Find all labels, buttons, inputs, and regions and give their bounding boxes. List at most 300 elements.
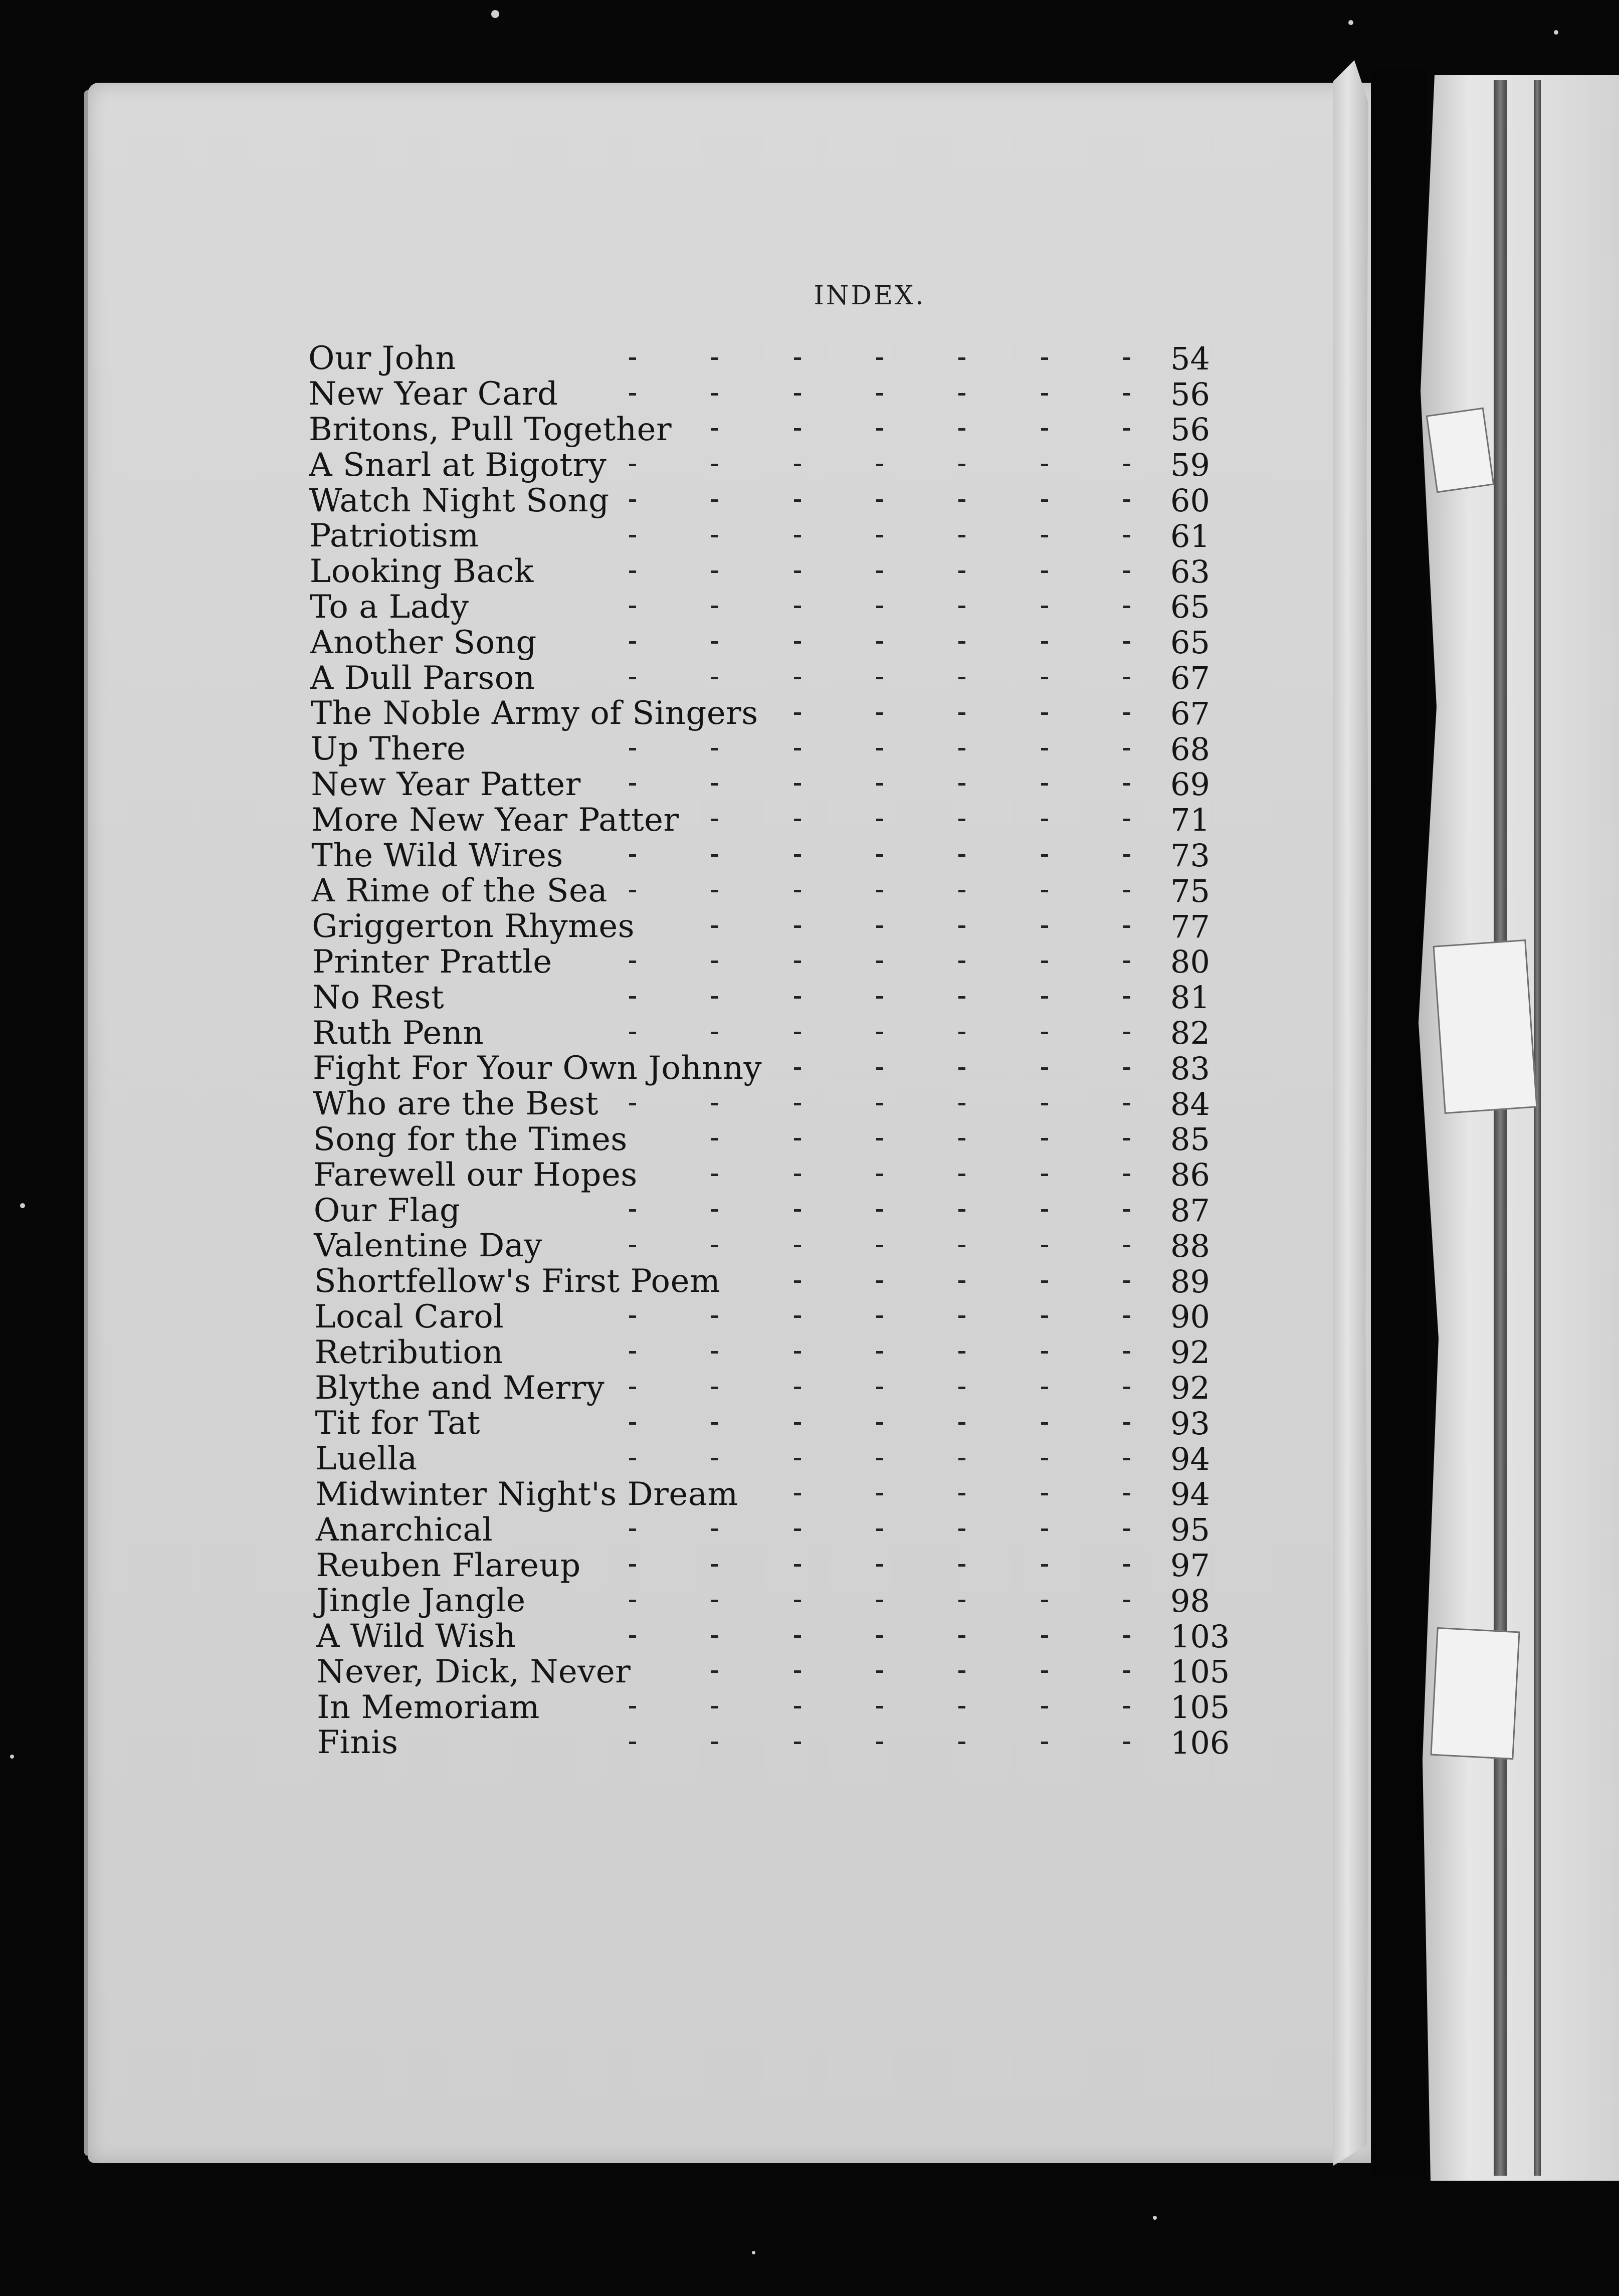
index-entry-page-number: 88 [1170,1227,1210,1264]
leader-dash [876,1600,883,1602]
leader-dash [794,1564,801,1567]
index-entry-page-number: 67 [1170,695,1210,732]
index-entry-title: Fight For Your Own Johnny [313,1050,762,1087]
index-entry-page-number: 106 [1170,1724,1230,1761]
leader-dash [794,1245,801,1247]
index-entry-page-number: 89 [1170,1263,1210,1300]
leader-dash [958,499,965,502]
leader-dash [1123,677,1130,679]
dot-leaders [629,1548,1130,1583]
leader-dash [958,535,965,537]
dust-speck [1153,2216,1157,2220]
dot-leaders [629,554,1130,590]
index-entry-page-number: 90 [1170,1298,1210,1335]
leader-dash [958,1493,965,1495]
leader-dash [958,925,965,928]
index-entry-title: Who are the Best [313,1085,598,1123]
index-entry [308,1548,1261,1583]
leader-dash [876,1422,883,1425]
leader-dash [1041,1209,1048,1212]
leader-dash [958,1315,965,1318]
leader-dash [876,1032,883,1034]
leader-dash [1041,428,1048,431]
index-entry [308,554,1261,590]
leader-dash [958,748,965,750]
leader-dash [1041,1458,1048,1460]
dot-leaders [629,1654,1130,1689]
leader-dash [1041,393,1048,396]
leader-dash [629,748,636,750]
leader-dash [958,1742,965,1744]
index-entry-title: Shortfellow's First Poem [314,1263,721,1300]
index-entry-page-number: 71 [1170,802,1210,839]
index-entry-page-number: 67 [1170,660,1210,697]
leader-dash [711,641,718,644]
leader-dash [794,1528,801,1531]
index-entry-page-number: 105 [1170,1653,1230,1690]
leader-dash [958,1067,965,1070]
page-torn-edge [1333,60,1368,2166]
leader-dash [1041,1138,1048,1140]
dot-leaders [629,1086,1130,1122]
leader-dash [1123,1138,1130,1140]
dot-leaders [629,660,1130,696]
leader-dash [629,1245,636,1247]
leader-dash [794,854,801,857]
leader-dash [629,1706,636,1708]
index-entry-title: Retribution [314,1333,504,1371]
dot-leaders [629,1406,1130,1441]
leader-dash [711,961,718,963]
leader-dash [958,712,965,715]
leader-dash [1123,961,1130,963]
book-spine [1371,70,1426,2176]
leader-dash [958,677,965,679]
leader-dash [958,1387,965,1389]
dust-speck [10,1755,14,1759]
index-entry [308,1086,1261,1122]
index-entry [308,1512,1261,1548]
index-entry [308,660,1261,696]
leader-dash [711,1706,718,1708]
index-entry-page-number: 105 [1170,1689,1230,1726]
index-entry-page-number: 65 [1170,624,1210,661]
leader-dash [1123,570,1130,573]
leader-dash [794,1067,801,1070]
index-entry-title: Song for the Times [313,1120,628,1158]
leader-dash [958,1422,965,1425]
leader-dash [876,570,883,573]
index-entry [308,625,1261,660]
leader-dash [1041,854,1048,857]
index-entry [308,1015,1261,1051]
leader-dash [876,925,883,928]
leader-dash [1041,535,1048,537]
leader-dash [629,890,636,892]
dot-leaders [629,731,1130,767]
paper-tear [1430,1627,1520,1760]
index-entry-page-number: 103 [1170,1618,1230,1655]
index-entry-page-number: 83 [1170,1050,1210,1087]
leader-dash [629,1422,636,1425]
leader-dash [711,357,718,360]
leader-dash [711,890,718,892]
leader-dash [1041,1032,1048,1034]
index-entry-title: Midwinter Night's Dream [315,1475,738,1513]
leader-dash [711,1209,718,1212]
leader-dash [711,1564,718,1567]
leader-dash [794,1742,801,1744]
leader-dash [794,641,801,644]
leader-dash [629,1742,636,1744]
index-heading [0,281,1619,311]
paper-tear [1426,408,1495,493]
leader-dash [794,1387,801,1389]
index-entry-title: Patriotism [309,517,479,555]
leader-dash [711,925,718,928]
index-entry [308,590,1261,625]
index-entry-title: Up There [310,730,466,768]
leader-dash [794,961,801,963]
leader-dash [876,1458,883,1460]
leader-dash [1123,535,1130,537]
index-entry-page-number: 56 [1170,411,1210,448]
leader-dash [711,535,718,537]
dot-leaders [629,767,1130,803]
leader-dash [1123,1209,1130,1212]
leader-dash [629,1564,636,1567]
dot-leaders [629,341,1130,376]
index-entry-title: Luella [315,1440,418,1478]
leader-dash [1123,1351,1130,1354]
index-entry-title: Another Song [310,624,537,661]
leader-dash [629,1351,636,1354]
leader-dash [794,712,801,715]
dot-leaders [629,802,1130,838]
index-entry [308,696,1261,731]
leader-dash [958,1635,965,1638]
dot-leaders [629,1512,1130,1548]
dot-leaders [629,447,1130,483]
leader-dash [1041,606,1048,608]
index-entry [308,1477,1261,1512]
index-entry-page-number: 84 [1170,1085,1210,1122]
leader-dash [1123,1245,1130,1247]
index-entry-title: A Rime of the Sea [311,872,608,910]
paper-tear [1433,939,1538,1114]
leader-dash [711,1387,718,1389]
leader-dash [1041,499,1048,502]
leader-dash [629,357,636,360]
leader-dash [1041,961,1048,963]
leader-dash [1041,996,1048,999]
leader-dash [794,677,801,679]
leader-dash [794,1315,801,1318]
leader-dash [794,783,801,786]
leader-dash [794,1138,801,1140]
index-entry-title: Local Carol [314,1298,504,1335]
leader-dash [711,1600,718,1602]
index-entry-title: Printer Prattle [312,943,552,981]
leader-dash [629,996,636,999]
leader-dash [711,1635,718,1638]
leader-dash [629,393,636,396]
leader-dash [1041,1422,1048,1425]
leader-dash [711,783,718,786]
index-entry-page-number: 87 [1170,1192,1210,1229]
leader-dash [711,1351,718,1354]
index-entry-title: A Wild Wish [316,1618,516,1655]
leader-dash [876,748,883,750]
index-entry-title: The Wild Wires [311,837,563,874]
dot-leaders [629,1299,1130,1335]
leader-dash [1041,1493,1048,1495]
leader-dash [958,641,965,644]
leader-dash [1123,1600,1130,1602]
index-entry-title: Watch Night Song [309,482,610,519]
index-entry [308,1193,1261,1228]
leader-dash [876,641,883,644]
leader-dash [1041,1670,1048,1673]
dot-leaders [629,412,1130,448]
index-entry-page-number: 86 [1170,1157,1210,1194]
leader-dash [1041,1387,1048,1389]
leader-dash [1123,925,1130,928]
leader-dash [958,1209,965,1212]
leader-dash [711,996,718,999]
dot-leaders [629,483,1130,518]
leader-dash [958,464,965,466]
leader-dash [1123,606,1130,608]
leader-dash [711,1528,718,1531]
leader-dash [876,1280,883,1283]
index-entry-page-number: 93 [1170,1405,1210,1442]
leader-dash [794,1032,801,1034]
leader-dash [794,748,801,750]
index-entry [308,412,1261,448]
leader-dash [1123,783,1130,786]
leader-dash [794,606,801,608]
index-entry [308,1051,1261,1086]
leader-dash [629,783,636,786]
index-entry-title: Farewell our Hopes [313,1156,638,1194]
index-entry-title: A Snarl at Bigotry [309,446,607,484]
index-heading-text: INDEX. [814,281,926,311]
leader-dash [1123,1103,1130,1105]
leader-dash [876,393,883,396]
leader-dash [1041,1706,1048,1708]
leader-dash [629,464,636,466]
leader-dash [958,783,965,786]
leader-dash [1123,464,1130,466]
leader-dash [711,819,718,821]
leader-dash [876,1493,883,1495]
leader-dash [711,854,718,857]
index-entry-title: The Noble Army of Singers [310,695,758,732]
leader-dash [711,606,718,608]
index-entry-page-number: 82 [1170,1015,1210,1052]
index-entry-page-number: 56 [1170,375,1210,413]
leader-dash [1041,890,1048,892]
index-entry-title: No Rest [312,979,445,1016]
index-entry-page-number: 92 [1170,1370,1210,1406]
dust-speck [491,10,499,18]
leader-dash [629,641,636,644]
index-entry-title: In Memoriam [317,1688,540,1726]
facing-page-fragment [1419,75,1619,2181]
leader-dash [629,677,636,679]
leader-dash [1041,1315,1048,1318]
leader-dash [1123,1280,1130,1283]
leader-dash [1041,357,1048,360]
leader-dash [794,428,801,431]
index-entry-title: More New Year Patter [311,801,679,839]
leader-dash [1041,1174,1048,1176]
leader-dash [958,1528,965,1531]
leader-dash [958,357,965,360]
index-entry-page-number: 95 [1170,1511,1210,1549]
leader-dash [876,499,883,502]
index-entry-page-number: 73 [1170,837,1210,874]
leader-dash [1041,1103,1048,1105]
leader-dash [629,1528,636,1531]
leader-dash [794,1209,801,1212]
leader-dash [629,535,636,537]
index-entry [308,1299,1261,1335]
index-entry-page-number: 92 [1170,1334,1210,1371]
index-entry-title: Valentine Day [314,1227,543,1265]
leader-dash [711,1245,718,1247]
index-entry [308,1406,1261,1441]
leader-dash [958,1103,965,1105]
leader-dash [629,1315,636,1318]
index-entry-page-number: 77 [1170,908,1210,945]
leader-dash [958,1670,965,1673]
dust-speck [20,1203,25,1208]
leader-dash [958,606,965,608]
leader-dash [629,1458,636,1460]
leader-dash [794,819,801,821]
leader-dash [1123,1458,1130,1460]
leader-dash [1041,570,1048,573]
index-entry [308,944,1261,980]
leader-dash [629,1103,636,1105]
index-entry [308,909,1261,944]
leader-dash [1041,1742,1048,1744]
leader-dash [1041,464,1048,466]
leader-dash [958,393,965,396]
index-entry-title: Griggerton Rhymes [312,908,635,945]
leader-dash [1123,1032,1130,1034]
leader-dash [876,961,883,963]
leader-dash [1041,1528,1048,1531]
leader-dash [629,1387,636,1389]
leader-dash [711,1103,718,1105]
dot-leaders [629,1370,1130,1406]
leader-dash [876,1174,883,1176]
leader-dash [1123,1174,1130,1176]
leader-dash [794,1493,801,1495]
index-entry [308,980,1261,1015]
leader-dash [876,1315,883,1318]
index-entry-title: Never, Dick, Never [316,1653,631,1690]
index-entry-page-number: 85 [1170,1121,1210,1158]
leader-dash [876,890,883,892]
dust-speck [752,2251,755,2254]
index-entry-page-number: 94 [1170,1476,1210,1513]
dot-leaders [629,590,1130,625]
leader-dash [711,464,718,466]
index-entry [308,1334,1261,1370]
index-entry-title: Our Flag [313,1192,461,1229]
index-entry-title: Ruth Penn [312,1014,484,1052]
dot-leaders [629,625,1130,660]
index-entry-title: To a Lady [310,588,469,626]
index-entry [308,1228,1261,1264]
index-entry [308,1654,1261,1689]
dot-leaders [629,1689,1130,1725]
leader-dash [794,393,801,396]
leader-dash [629,499,636,502]
leader-dash [711,1458,718,1460]
leader-dash [794,1600,801,1602]
leader-dash [1123,748,1130,750]
leader-dash [711,428,718,431]
index-entry [308,1689,1261,1725]
index-entry [308,1122,1261,1158]
leader-dash [876,1138,883,1140]
leader-dash [629,1032,636,1034]
leader-dash [876,677,883,679]
leader-dash [1123,1422,1130,1425]
leader-dash [629,606,636,608]
leader-dash [876,1351,883,1354]
leader-dash [876,357,883,360]
facing-page-shadow [1494,80,1507,2176]
index-entry-title: Reuben Flareup [316,1547,581,1584]
leader-dash [958,854,965,857]
leader-dash [876,783,883,786]
index-entry [308,341,1261,376]
leader-dash [1123,641,1130,644]
leader-dash [958,1032,965,1034]
index-entry [308,1441,1261,1477]
leader-dash [958,1458,965,1460]
index-entry-title: Finis [317,1724,398,1762]
leader-dash [876,1209,883,1212]
index-entry-title: New Year Card [308,375,558,413]
index-entry [308,1583,1261,1619]
index-entry [308,802,1261,838]
leader-dash [876,712,883,715]
leader-dash [958,1138,965,1140]
leader-dash [1123,1493,1130,1495]
leader-dash [1123,854,1130,857]
leader-dash [876,1245,883,1247]
leader-dash [794,996,801,999]
dust-speck [1554,30,1558,35]
leader-dash [876,1670,883,1673]
leader-dash [711,393,718,396]
index-entry [308,376,1261,412]
leader-dash [794,1706,801,1708]
leader-dash [1041,1245,1048,1247]
leader-dash [958,1600,965,1602]
leader-dash [629,854,636,857]
leader-dash [794,925,801,928]
index-entry-page-number: 65 [1170,589,1210,626]
leader-dash [876,606,883,608]
